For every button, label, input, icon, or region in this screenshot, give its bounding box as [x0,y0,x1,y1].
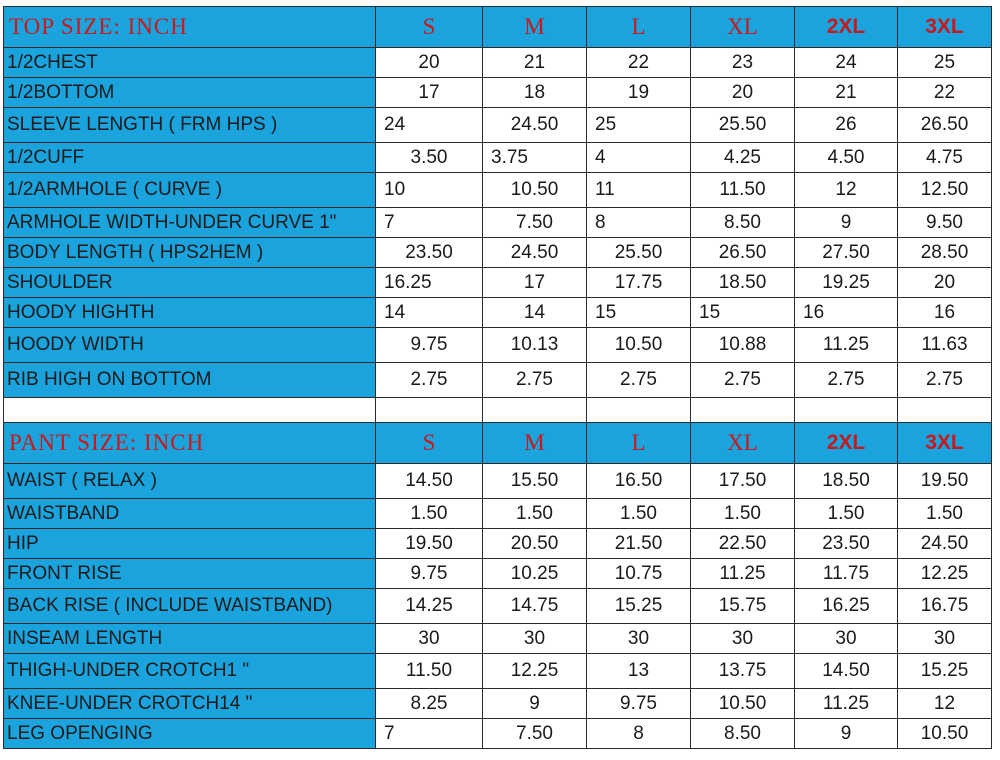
measurement-value: 1.50 [898,499,992,529]
measurement-value: 30 [376,624,483,654]
measurement-value: 24 [376,108,483,143]
measurement-value: 30 [587,624,691,654]
top-header-row [4,7,992,48]
measurement-value: 25.50 [587,238,691,268]
table-row [4,529,992,559]
spacer-cell [795,398,898,423]
measurement-value: 30 [691,624,795,654]
table-row [4,298,992,328]
measurement-value: 19.25 [795,268,898,298]
table-row [4,689,992,719]
measurement-value: 17.50 [691,464,795,499]
measurement-value: 14 [376,298,483,328]
measurement-value: 13 [587,654,691,689]
measurement-value: 21 [795,78,898,108]
table-row [4,464,992,499]
measurement-value: 25 [587,108,691,143]
measurement-value: 24 [795,48,898,78]
size-header-m: M [483,7,587,48]
spacer-cell [4,398,376,423]
measurement-value: 27.50 [795,238,898,268]
section-spacer-row [4,398,992,423]
size-header-3xl: 3XL [898,423,992,464]
table-row [4,624,992,654]
measurement-value: 2.75 [587,363,691,398]
measurement-label: 1/2CHEST [4,48,376,78]
measurement-value: 17.75 [587,268,691,298]
size-chart-body [4,7,992,749]
measurement-value: 11 [587,173,691,208]
measurement-value: 12.25 [483,654,587,689]
measurement-value: 10.75 [587,559,691,589]
measurement-label: LEG OPENGING [4,719,376,749]
measurement-value: 2.75 [376,363,483,398]
measurement-label: HOODY HIGHTH [4,298,376,328]
size-header-xl: XL [691,7,795,48]
measurement-value: 11.25 [691,559,795,589]
size-header-3xl: 3XL [898,7,992,48]
measurement-value: 23.50 [376,238,483,268]
measurement-value: 17 [483,268,587,298]
measurement-value: 18.50 [795,464,898,499]
table-row [4,48,992,78]
measurement-label: FRONT RISE [4,559,376,589]
measurement-label: 1/2CUFF [4,143,376,173]
measurement-value: 15 [691,298,795,328]
measurement-value: 10.50 [483,173,587,208]
measurement-value: 7.50 [483,719,587,749]
table-row [4,559,992,589]
measurement-value: 2.75 [795,363,898,398]
measurement-value: 7.50 [483,208,587,238]
measurement-label: KNEE-UNDER CROTCH14 " [4,689,376,719]
measurement-label: WAIST ( RELAX ) [4,464,376,499]
measurement-value: 24.50 [483,238,587,268]
measurement-value: 10.50 [898,719,992,749]
measurement-value: 23 [691,48,795,78]
table-row [4,268,992,298]
measurement-value: 14.50 [795,654,898,689]
measurement-value: 1.50 [376,499,483,529]
table-row [4,143,992,173]
measurement-value: 24.50 [483,108,587,143]
spacer-cell [691,398,795,423]
measurement-value: 11.25 [795,689,898,719]
measurement-value: 26.50 [691,238,795,268]
measurement-value: 10.50 [587,328,691,363]
table-row [4,363,992,398]
measurement-value: 14.25 [376,589,483,624]
measurement-label: ARMHOLE WIDTH-UNDER CURVE 1" [4,208,376,238]
measurement-value: 14.50 [376,464,483,499]
measurement-value: 8 [587,719,691,749]
size-header-s: S [376,423,483,464]
table-row [4,719,992,749]
measurement-label: HIP [4,529,376,559]
table-row [4,328,992,363]
measurement-value: 9 [483,689,587,719]
measurement-value: 9.75 [376,559,483,589]
spacer-cell [376,398,483,423]
measurement-value: 30 [483,624,587,654]
measurement-value: 11.75 [795,559,898,589]
measurement-value: 15.25 [898,654,992,689]
measurement-value: 16.25 [795,589,898,624]
measurement-value: 3.75 [483,143,587,173]
measurement-value: 8.25 [376,689,483,719]
measurement-value: 26 [795,108,898,143]
measurement-label: 1/2BOTTOM [4,78,376,108]
measurement-value: 9.50 [898,208,992,238]
measurement-label: RIB HIGH ON BOTTOM [4,363,376,398]
measurement-label: SLEEVE LENGTH ( FRM HPS ) [4,108,376,143]
table-row [4,499,992,529]
measurement-value: 19 [587,78,691,108]
measurement-value: 20 [898,268,992,298]
measurement-value: 9.75 [587,689,691,719]
measurement-label: SHOULDER [4,268,376,298]
table-row [4,78,992,108]
measurement-value: 15.50 [483,464,587,499]
size-header-l: L [587,7,691,48]
measurement-label: THIGH-UNDER CROTCH1 " [4,654,376,689]
measurement-value: 12 [795,173,898,208]
measurement-value: 15 [587,298,691,328]
size-header-xl: XL [691,423,795,464]
size-header-m: M [483,423,587,464]
measurement-value: 1.50 [587,499,691,529]
table-row [4,173,992,208]
measurement-value: 20 [376,48,483,78]
measurement-value: 12.50 [898,173,992,208]
measurement-value: 8 [587,208,691,238]
measurement-label: WAISTBAND [4,499,376,529]
spacer-cell [587,398,691,423]
measurement-value: 19.50 [376,529,483,559]
measurement-label: INSEAM LENGTH [4,624,376,654]
measurement-value: 12 [898,689,992,719]
table-row [4,108,992,143]
measurement-value: 15.25 [587,589,691,624]
measurement-value: 9.75 [376,328,483,363]
measurement-value: 30 [795,624,898,654]
measurement-value: 4.75 [898,143,992,173]
size-chart-table [3,6,992,749]
measurement-value: 13.75 [691,654,795,689]
pant-header-row [4,423,992,464]
measurement-value: 1.50 [483,499,587,529]
measurement-label: HOODY WIDTH [4,328,376,363]
measurement-value: 16.25 [376,268,483,298]
measurement-value: 10.25 [483,559,587,589]
measurement-label: BACK RISE ( INCLUDE WAISTBAND) [4,589,376,624]
spacer-cell [898,398,992,423]
measurement-value: 9 [795,208,898,238]
measurement-value: 11.50 [691,173,795,208]
table-row [4,208,992,238]
size-header-2xl: 2XL [795,7,898,48]
measurement-value: 4.50 [795,143,898,173]
measurement-value: 14.75 [483,589,587,624]
measurement-value: 12.25 [898,559,992,589]
measurement-value: 11.50 [376,654,483,689]
measurement-value: 24.50 [898,529,992,559]
measurement-value: 30 [898,624,992,654]
measurement-value: 25 [898,48,992,78]
measurement-value: 16 [795,298,898,328]
table-row [4,654,992,689]
measurement-value: 7 [376,719,483,749]
size-header-s: S [376,7,483,48]
measurement-value: 4 [587,143,691,173]
table-row [4,589,992,624]
measurement-label: 1/2ARMHOLE ( CURVE ) [4,173,376,208]
measurement-value: 4.25 [691,143,795,173]
measurement-value: 17 [376,78,483,108]
measurement-value: 25.50 [691,108,795,143]
pant-size-title: PANT SIZE: INCH [4,423,376,464]
measurement-value: 2.75 [898,363,992,398]
measurement-value: 20 [691,78,795,108]
measurement-value: 16.50 [587,464,691,499]
measurement-value: 18.50 [691,268,795,298]
size-header-2xl: 2XL [795,423,898,464]
measurement-value: 16.75 [898,589,992,624]
measurement-value: 10 [376,173,483,208]
measurement-value: 14 [483,298,587,328]
measurement-value: 22 [898,78,992,108]
measurement-value: 1.50 [691,499,795,529]
measurement-value: 7 [376,208,483,238]
measurement-value: 28.50 [898,238,992,268]
measurement-value: 10.13 [483,328,587,363]
measurement-value: 15.75 [691,589,795,624]
measurement-value: 10.88 [691,328,795,363]
measurement-value: 8.50 [691,719,795,749]
measurement-value: 8.50 [691,208,795,238]
measurement-value: 2.75 [483,363,587,398]
measurement-value: 2.75 [691,363,795,398]
measurement-value: 22.50 [691,529,795,559]
measurement-value: 21.50 [587,529,691,559]
size-header-l: L [587,423,691,464]
measurement-value: 20.50 [483,529,587,559]
top-size-title: TOP SIZE: INCH [4,7,376,48]
spacer-cell [483,398,587,423]
measurement-value: 19.50 [898,464,992,499]
measurement-value: 16 [898,298,992,328]
measurement-value: 23.50 [795,529,898,559]
measurement-value: 21 [483,48,587,78]
measurement-value: 9 [795,719,898,749]
measurement-value: 11.63 [898,328,992,363]
measurement-label: BODY LENGTH ( HPS2HEM ) [4,238,376,268]
measurement-value: 3.50 [376,143,483,173]
measurement-value: 26.50 [898,108,992,143]
measurement-value: 10.50 [691,689,795,719]
measurement-value: 22 [587,48,691,78]
measurement-value: 11.25 [795,328,898,363]
table-row [4,238,992,268]
measurement-value: 1.50 [795,499,898,529]
measurement-value: 18 [483,78,587,108]
